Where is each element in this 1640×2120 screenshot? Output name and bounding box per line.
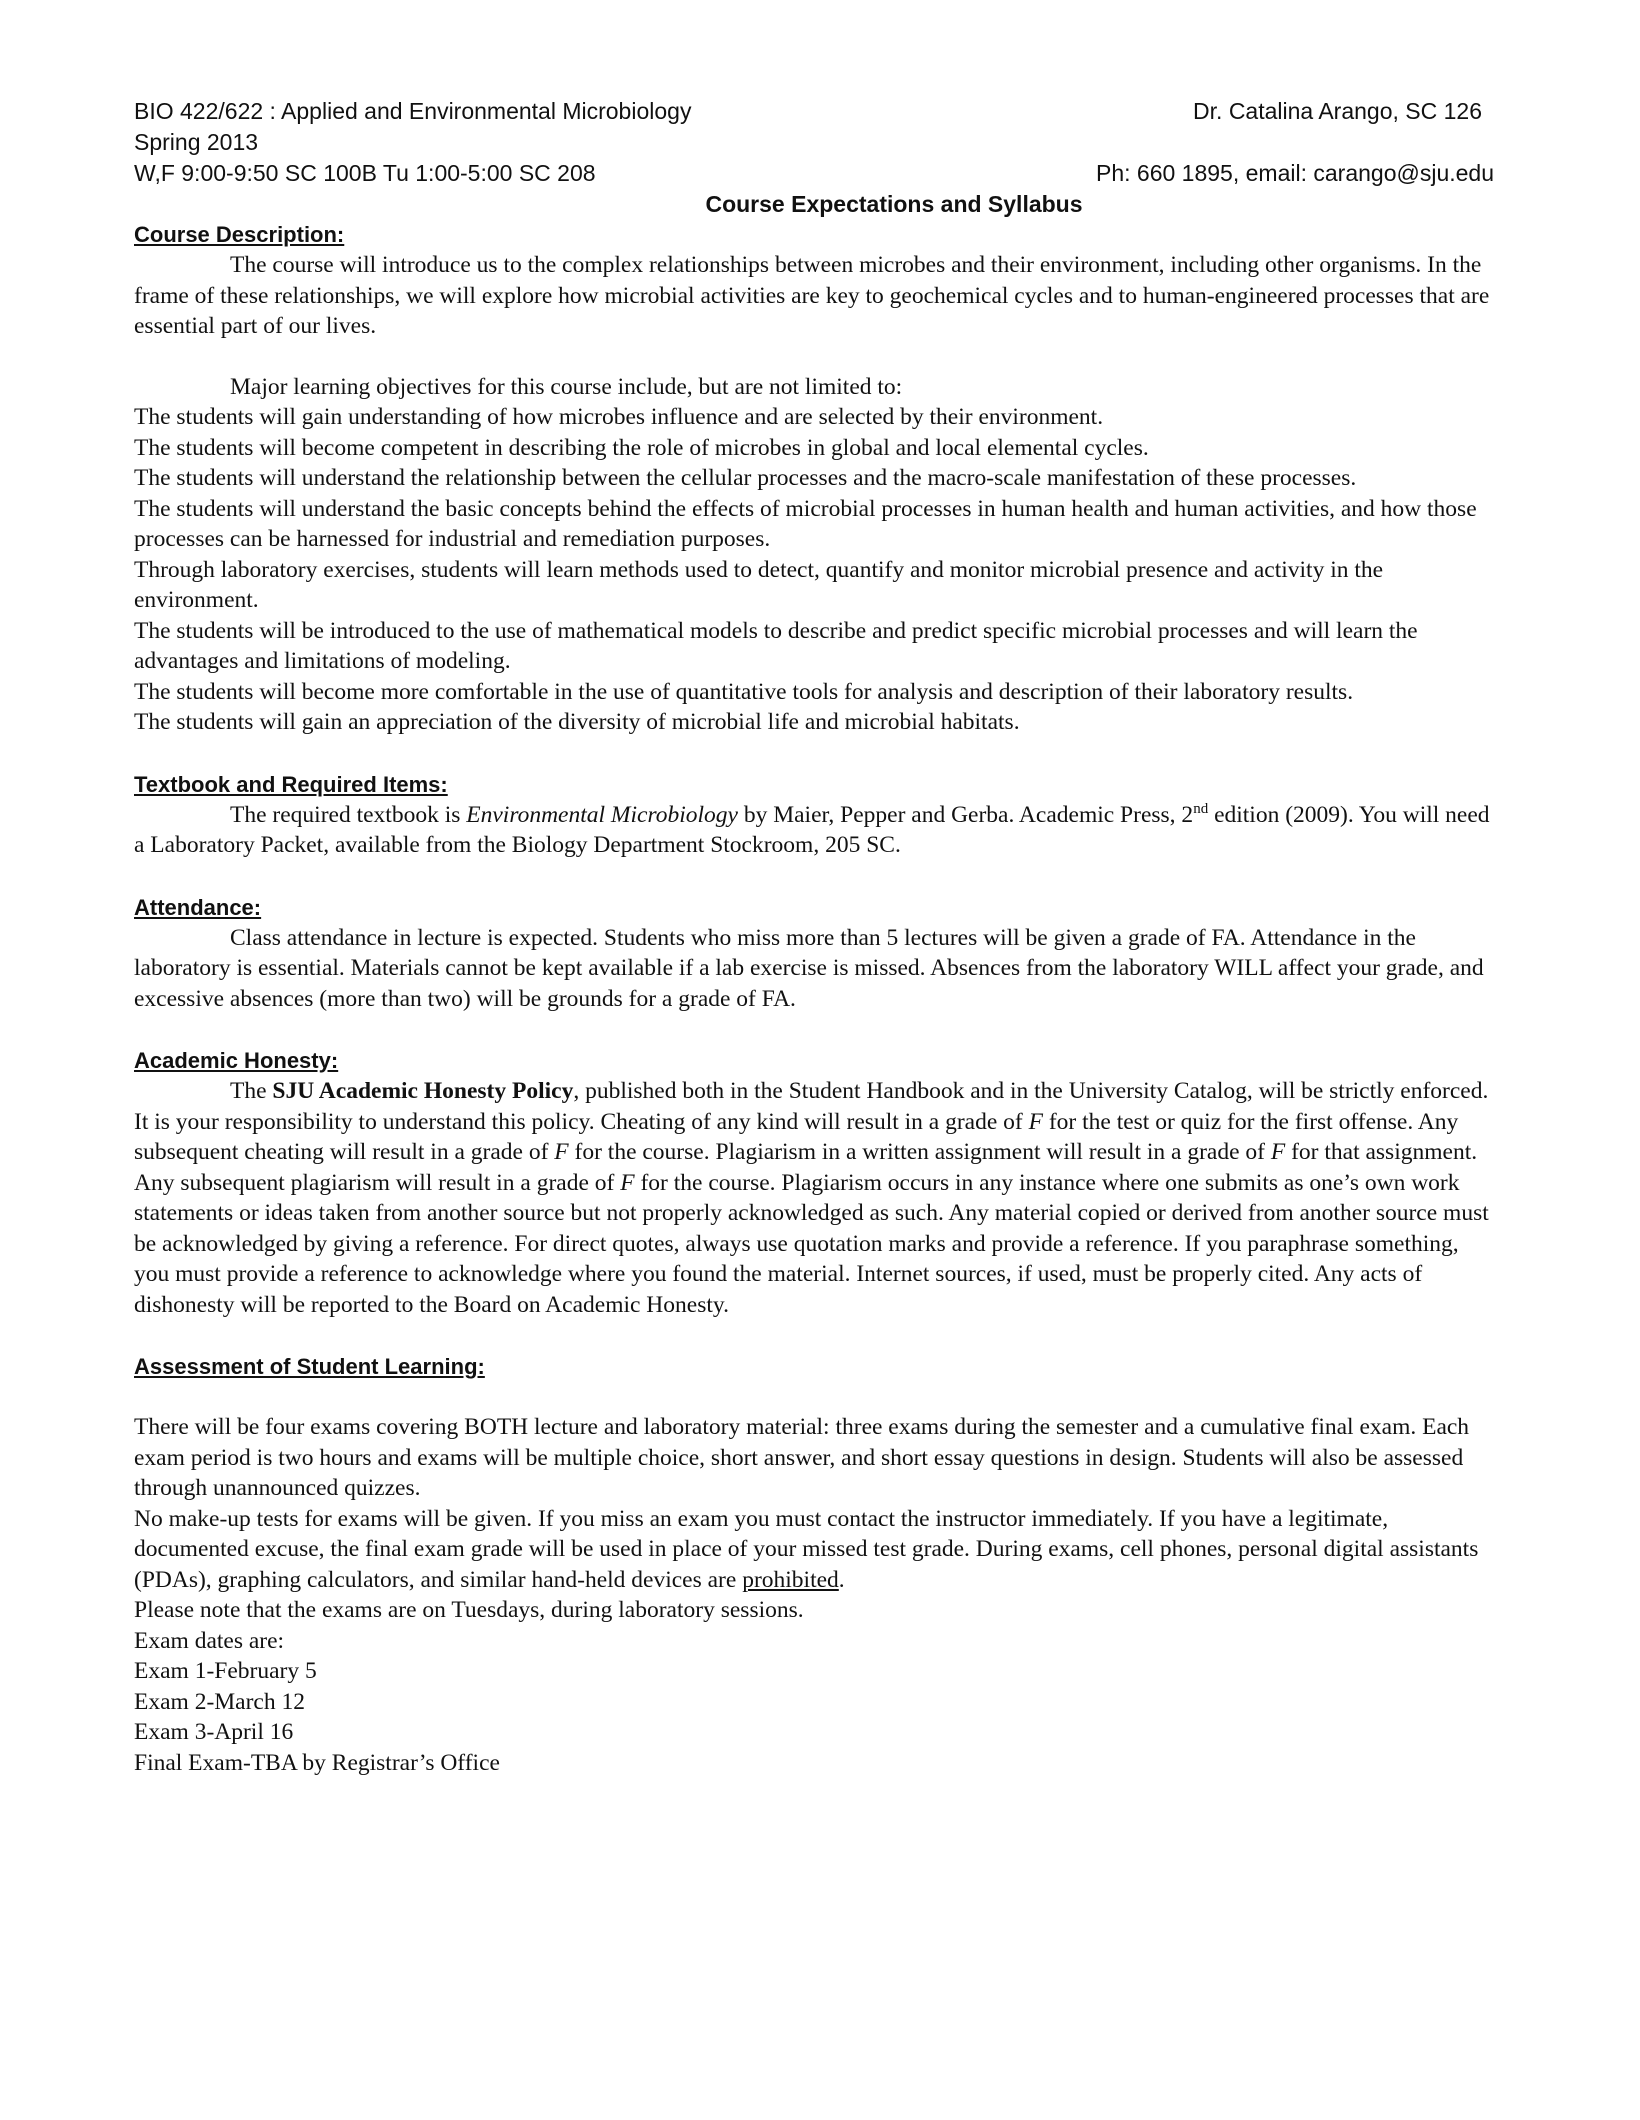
objectives-intro: Major learning objectives for this course include, but are not limited to: [230,373,903,400]
makeup-paragraph [134,1504,1494,1596]
course-name: BIO 422/622 : Applied and Environmental Microbiology [134,98,692,124]
edition-superscript: nd [1193,800,1209,817]
objective-item: The students will become competent in describing the role of microbes in global and local elemental cycles. [134,434,1149,461]
section-heading-textbook: Textbook and Required Items: [134,771,448,797]
exam-note: Please note that the exams are on Tuesdays, during laboratory sessions. [134,1597,804,1623]
honesty-text: The [230,1078,273,1104]
section-heading-honesty: Academic Honesty: [134,1048,339,1073]
honesty-text: for the course. Plagiarism occurs in any instance where one submits as one’s own work statements or ideas taken from another source but not properly acknowledged as such. Any material copied or derived from another source must be acknowledged by giving a reference. For direct quotes, always use quotation marks and provide a reference. If you paraphrase something, you must provide a reference to acknowledge where you found the material. Internet sources, if used, must be properly cited. Any acts of dishonesty will be reported to the Board on Academic Honesty. [134,1169,1489,1318]
exam-date-item: Exam 1-February 5 [134,1658,317,1684]
syllabus-page [134,96,1494,1778]
exam-date-item: Exam 3-April 16 [134,1719,294,1745]
grade-f: F [1270,1139,1286,1165]
section-heading-attendance: Attendance: [134,894,262,920]
instructor-name: Dr. Catalina Arango, SC 126 [1193,98,1482,124]
objective-item: The students will gain an appreciation of the diversity of microbial life and microbial habitats. [134,709,1020,735]
honesty-text: , published both in the Student Handbook and in the University Catalog, will be strictly enforced. It is your responsibility to understand this policy. Cheating of any kind will result in a grade of [134,1078,1489,1135]
document-header [134,96,1494,220]
honesty-paragraph [134,1076,1494,1320]
prohibited-word: prohibited [742,1566,839,1593]
textbook-text: The required textbook is [230,801,467,828]
assessment-paragraph: There will be four exams covering BOTH lecture and laboratory material: three exams during the semester and a cumulative final exam. Each exam period is two hours and exams will be multiple choice, short answer, and short essay questions in design. Students will also be assessed through unannounced quizzes. [134,1414,1470,1501]
description-paragraph: The course will introduce us to the complex relationships between microbes and their environment, including other organisms. In the frame of these relationships, we will explore how microbial activities are key to geochemical cycles and to human-engineered processes that are essential part of our lives. [134,252,1490,339]
honesty-text: for the course. Plagiarism in a written assignment will result in a grade of [568,1139,1271,1165]
objective-item: The students will understand the basic concepts behind the effects of microbial processes in human health and human activities, and how those processes can be harnessed for industrial and remediation purposes. [134,495,1477,552]
makeup-text: No make-up tests for exams will be given. If you miss an exam you must contact the instructor immediately. If you have a legitimate, documented excuse, the final exam grade will be used in place of your missed test grade. During exams, cell phones, personal digital assistants (PDAs), graphing calculators, and similar hand-held devices are [134,1505,1479,1593]
page-title: Course Expectations and Syllabus [705,191,1083,217]
grade-f: F [620,1169,635,1196]
grade-f: F [554,1139,569,1165]
objective-item: The students will be introduced to the use of mathematical models to describe and predict specific microbial processes and will learn the advantages and limitations of modeling. [134,617,1418,674]
policy-name: SJU Academic Honesty Policy [272,1078,574,1104]
contact-info: Ph: 660 1895, email: carango@sju.edu [1096,160,1494,186]
exam-dates-intro: Exam dates are: [134,1627,285,1654]
textbook-text: by Maier, Pepper and Gerba. Academic Press, 2 [737,801,1194,828]
grade-f: F [1028,1108,1043,1135]
textbook-text: edition (2009). You will need a Laboratory Packet, available from the Biology Department Stockroom, 205 SC. [134,801,1490,858]
objective-item: Through laboratory exercises, students will learn methods used to detect, quantify and monitor microbial presence and activity in the environment. [134,556,1384,613]
honesty-text: for the test or quiz for the first offense. Any subsequent cheating will result in a grade of [134,1108,1459,1165]
section-heading-description: Course Description: [134,222,345,247]
objective-item: The students will become more comfortable in the use of quantitative tools for analysis and description of their laboratory results. [134,678,1354,705]
objective-item: The students will gain understanding of how microbes influence and are selected by their environment. [134,404,1104,430]
schedule: W,F 9:00-9:50 SC 100B Tu 1:00-5:00 SC 208 [134,160,596,186]
makeup-text: . [838,1566,845,1593]
attendance-paragraph: Class attendance in lecture is expected. Students who miss more than 5 lectures will be given a grade of FA. Attendance in the laboratory is essential. Materials cannot be kept available if a lab exercise is missed. Absences from the laboratory WILL affect your grade, and excessive absences (more than two) will be grounds for a grade of FA. [134,924,1484,1012]
term: Spring 2013 [134,129,259,155]
honesty-text: for that assignment. Any subsequent plagiarism will result in a grade of [134,1139,1478,1196]
exam-date-item: Final Exam-TBA by Registrar’s Office [134,1749,500,1776]
section-heading-assessment: Assessment of Student Learning: [134,1354,485,1379]
objective-item: The students will understand the relationship between the cellular processes and the macro-scale manifestation of these processes. [134,465,1357,491]
exam-date-item: Exam 2-March 12 [134,1688,305,1715]
textbook-paragraph [134,800,1494,861]
textbook-title: Environmental Microbiology [466,801,738,828]
